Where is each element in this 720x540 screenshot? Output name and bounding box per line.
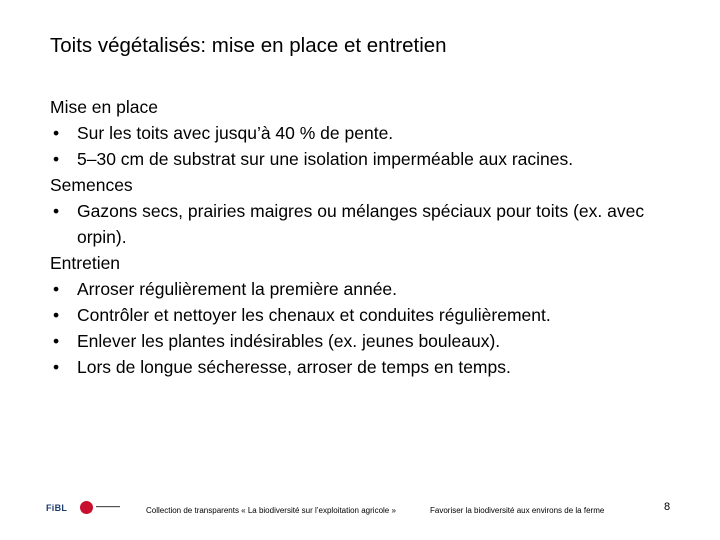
- list-item-text: Contrôler et nettoyer les chenaux et conduites régulièrement.: [77, 305, 551, 325]
- footer-collection: Collection de transparents « La biodiversité sur l’exploitation agricole »: [146, 506, 396, 515]
- bullet-list: [50, 198, 670, 250]
- bullet-icon: •: [53, 357, 60, 377]
- list-item-text: Arroser régulièrement la première année.: [77, 279, 398, 299]
- partner-logo-icon: [80, 501, 93, 514]
- partner-logo-lines: [96, 504, 120, 511]
- list-item-text: Lors de longue sécheresse, arroser de temps en temps.: [77, 357, 511, 377]
- list-item-text: Gazons secs, prairies maigres ou mélanges spéciaux pour toits (ex. avec orpin).: [77, 201, 645, 247]
- bullet-icon: •: [53, 123, 60, 143]
- page-number: 8: [664, 501, 671, 513]
- list-item: [50, 120, 670, 146]
- list-item-text: 5–30 cm de substrat sur une isolation imperméable aux racines.: [77, 149, 574, 169]
- bullet-list: [50, 120, 670, 172]
- list-item: [50, 198, 670, 250]
- bullet-icon: •: [53, 279, 60, 299]
- bullet-icon: •: [53, 305, 60, 325]
- partner-logo: [80, 500, 130, 516]
- list-item: [50, 328, 670, 354]
- bullet-list: [50, 276, 670, 380]
- section-entretien: [50, 250, 670, 380]
- bullet-icon: •: [53, 331, 60, 351]
- list-item-text: Enlever les plantes indésirables (ex. jeunes bouleaux).: [77, 331, 501, 351]
- list-item: [50, 302, 670, 328]
- section-heading: Mise en place: [50, 97, 158, 117]
- footer-topic: Favoriser la biodiversité aux environs de la ferme: [430, 506, 605, 515]
- list-item: [50, 354, 670, 380]
- slide-body: [50, 94, 670, 380]
- bullet-icon: •: [53, 149, 60, 169]
- list-item: [50, 276, 670, 302]
- list-item: [50, 146, 670, 172]
- slide-footer: [0, 490, 720, 540]
- section-semences: [50, 172, 670, 250]
- partner-logo-text-icon: [96, 504, 120, 510]
- list-item-text: Sur les toits avec jusqu’à 40 % de pente.: [77, 123, 394, 143]
- slide-title: Toits végétalisés: mise en place et entretien: [50, 34, 447, 57]
- section-heading: Semences: [50, 175, 133, 195]
- section-heading: Entretien: [50, 253, 121, 273]
- fibl-logo: FiBL: [46, 503, 68, 513]
- bullet-icon: •: [53, 201, 60, 221]
- section-mise-en-place: [50, 94, 670, 172]
